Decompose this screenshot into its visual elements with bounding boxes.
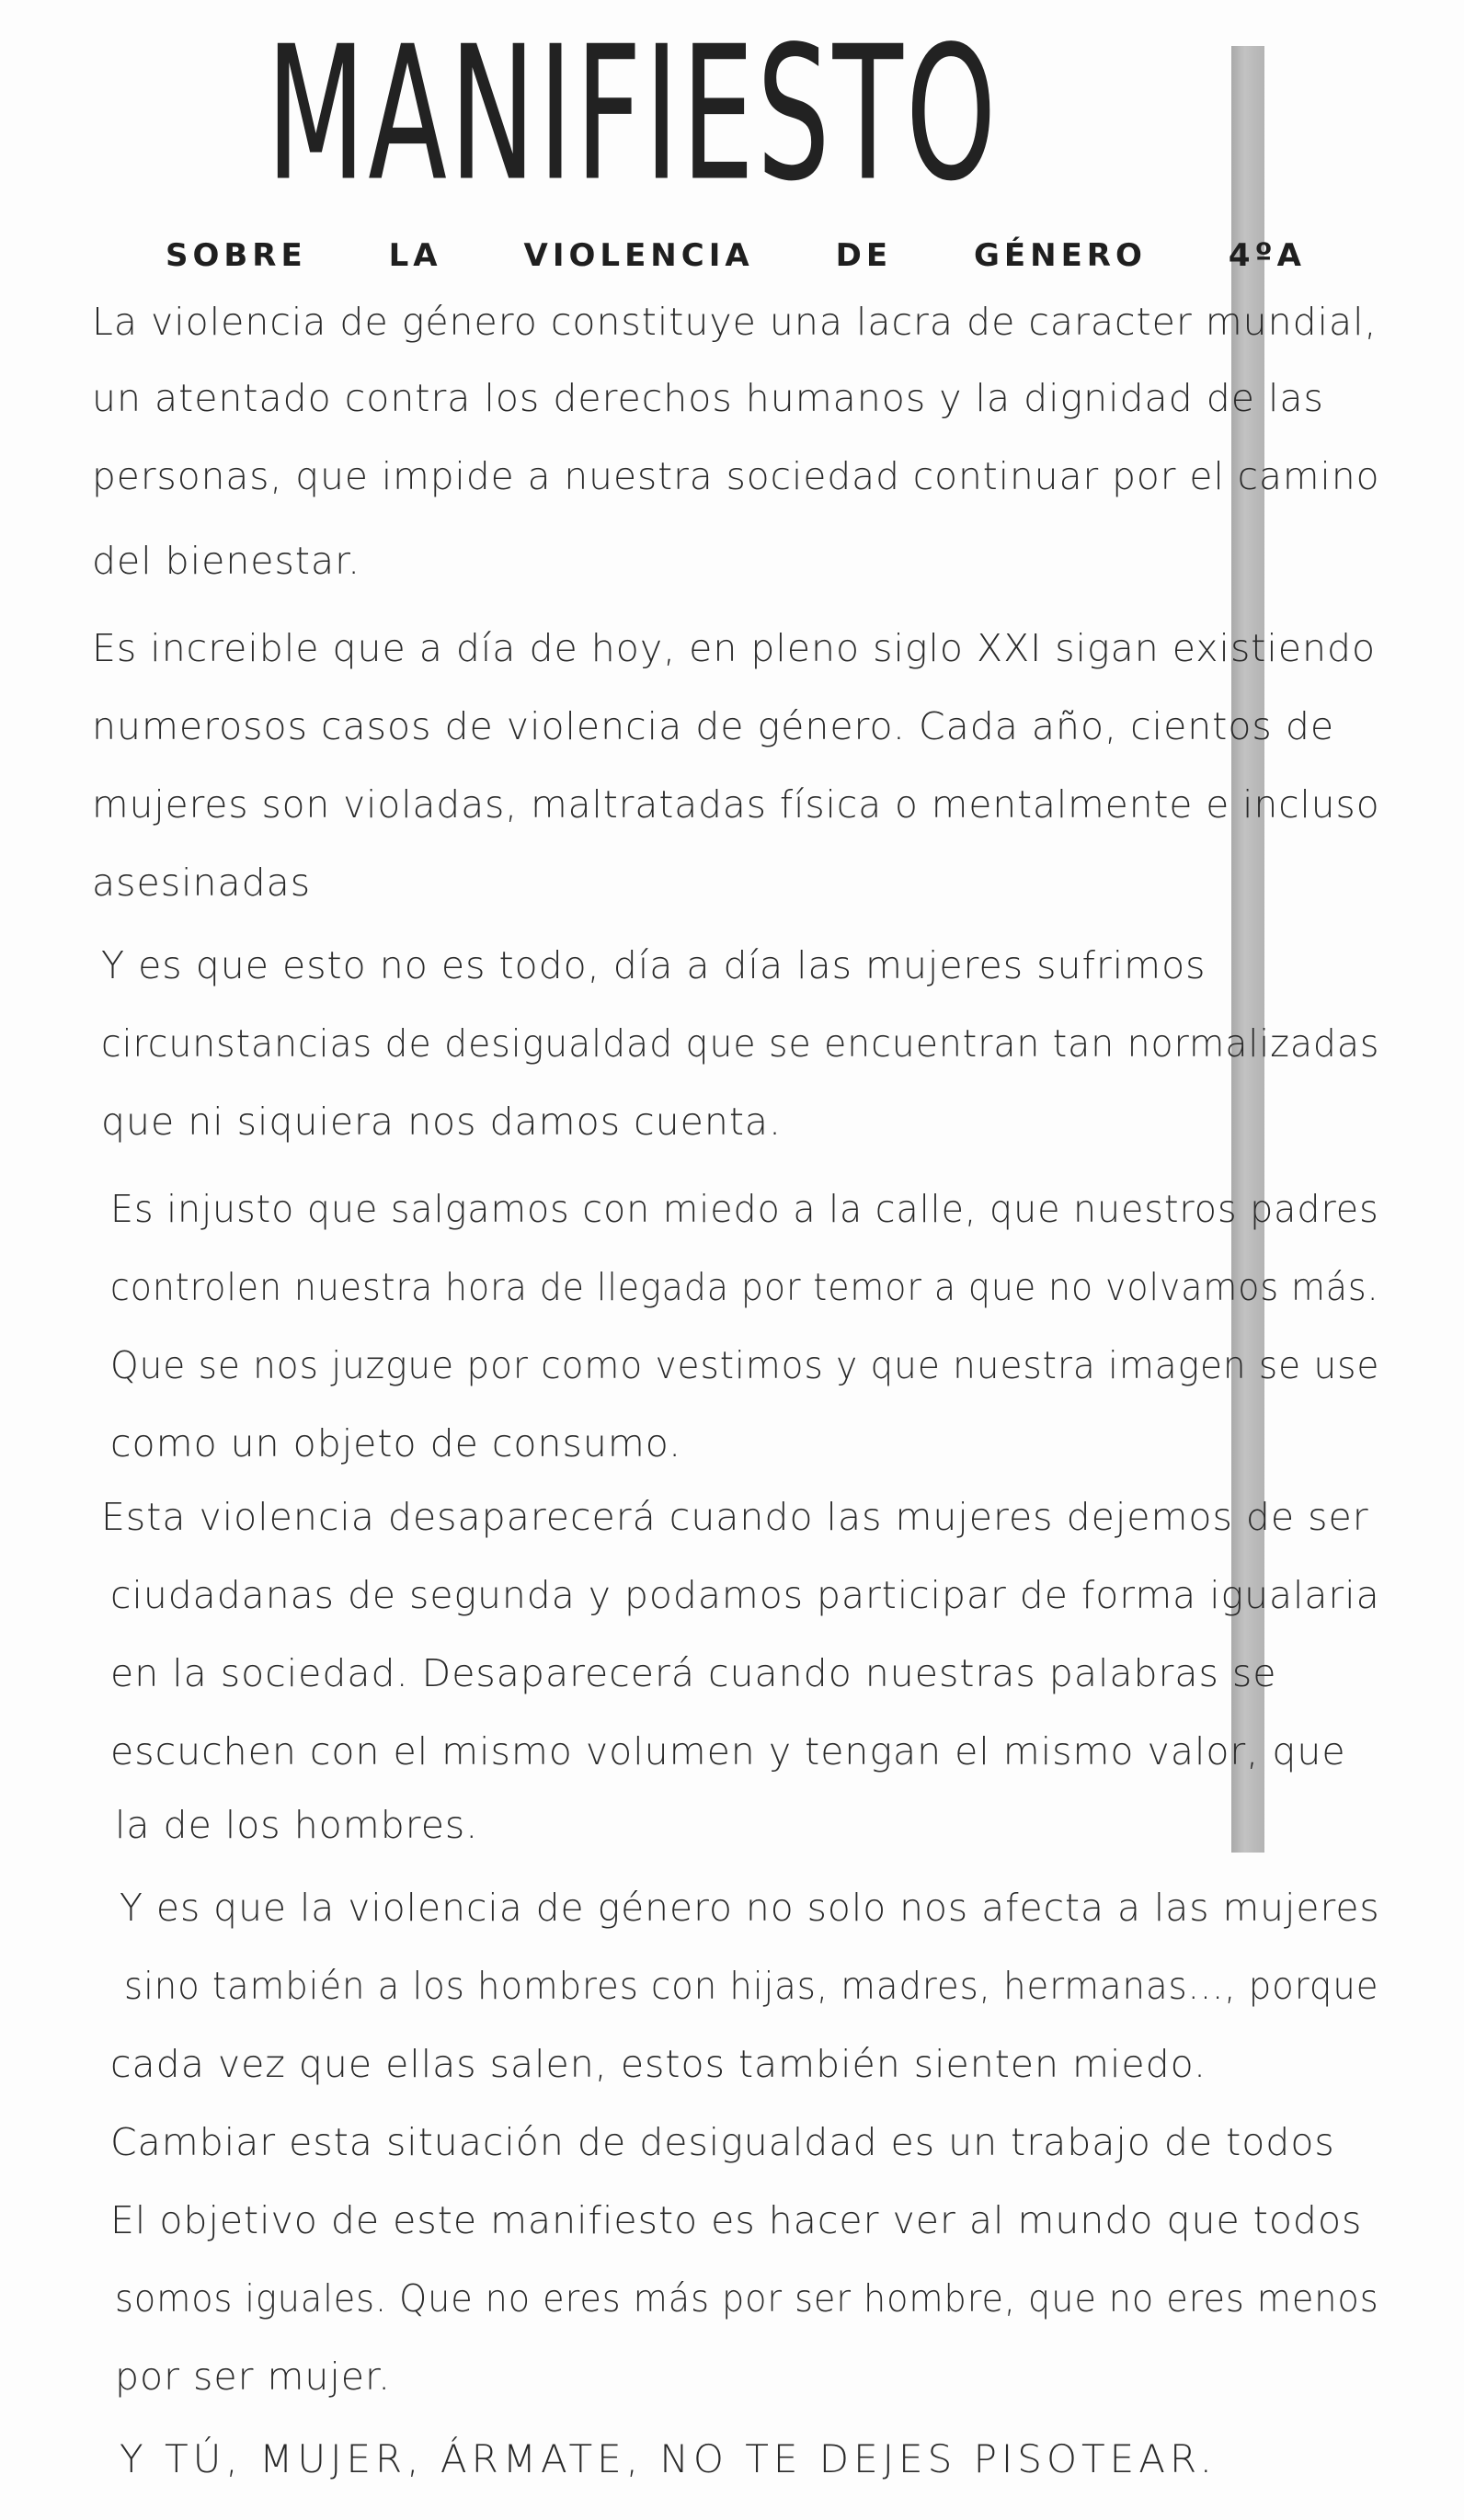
text-line: Y es que la violencia de género no solo nos afecta a las mujeres (120, 1886, 1380, 1930)
text-line: personas, que impide a nuestra sociedad continuar por el camino (92, 454, 1380, 498)
text-line: por ser mujer. (115, 2355, 392, 2399)
subtitle-word: SOBRE (166, 237, 307, 274)
text-line: escuchen con el mismo volumen y tengan el mismo valor, que (110, 1729, 1346, 1773)
page-title: MANIFIESTO (267, 7, 1000, 222)
text-line: controlen nuestra hora de llegada por temor a que no volvamos más. (110, 1265, 1379, 1309)
subtitle-word: 4ºA (1228, 237, 1306, 274)
text-line: numerosos casos de violencia de género. Cada año, cientos de (92, 704, 1335, 748)
text-line-closing: Y TÚ, MUJER, ÁRMATE, NO TE DEJES PISOTEAR. (120, 2436, 1217, 2481)
text-line: Es injusto que salgamos con miedo a la calle, que nuestros padres (110, 1187, 1379, 1231)
text-line: Es increible que a día de hoy, en pleno siglo XXI sigan existiendo (92, 626, 1377, 670)
text-line: en la sociedad. Desaparecerá cuando nuestras palabras se (110, 1651, 1277, 1695)
text-line: Cambiar esta situación de desigualdad es un trabajo de todos (110, 2120, 1335, 2164)
text-line: mujeres son violadas, maltratadas física o mentalmente e incluso (92, 782, 1380, 827)
text-line: cada vez que ellas salen, estos también sienten miedo. (110, 2042, 1207, 2086)
subtitle-word: DE (835, 237, 893, 274)
subtitle-word: VIOLENCIA (523, 237, 754, 274)
text-line: ciudadanas de segunda y podamos participar de forma igualaria (110, 1573, 1380, 1617)
text-line: asesinadas (92, 861, 312, 905)
subtitle-word: LA (388, 237, 442, 274)
text-line: Que se nos juzgue por como vestimos y que nuestra imagen se use (110, 1343, 1380, 1387)
text-line: La violencia de género constituye una lacra de caracter mundial, (92, 300, 1378, 344)
text-line: del bienestar. (92, 539, 361, 583)
text-line: un atentado contra los derechos humanos y la dignidad de las (92, 376, 1324, 420)
text-line: sino también a los hombres con hijas, madres, hermanas..., porque (124, 1964, 1379, 2008)
text-line: somos iguales. Que no eres más por ser hombre, que no eres menos (115, 2276, 1379, 2320)
text-line: que ni siquiera nos damos cuenta. (101, 1100, 783, 1144)
subtitle-word: GÉNERO (973, 237, 1147, 274)
text-line: la de los hombres. (115, 1803, 479, 1847)
subtitle (166, 228, 1306, 283)
text-line: El objetivo de este manifiesto es hacer ver al mundo que todos (110, 2198, 1363, 2242)
text-line: Y es que esto no es todo, día a día las mujeres sufrimos (101, 943, 1207, 987)
text-line: circunstancias de desigualdad que se encuentran tan normalizadas (101, 1021, 1380, 1066)
text-line: Esta violencia desaparecerá cuando las mujeres dejemos de ser (101, 1495, 1369, 1539)
text-line: como un objeto de consumo. (110, 1421, 682, 1465)
